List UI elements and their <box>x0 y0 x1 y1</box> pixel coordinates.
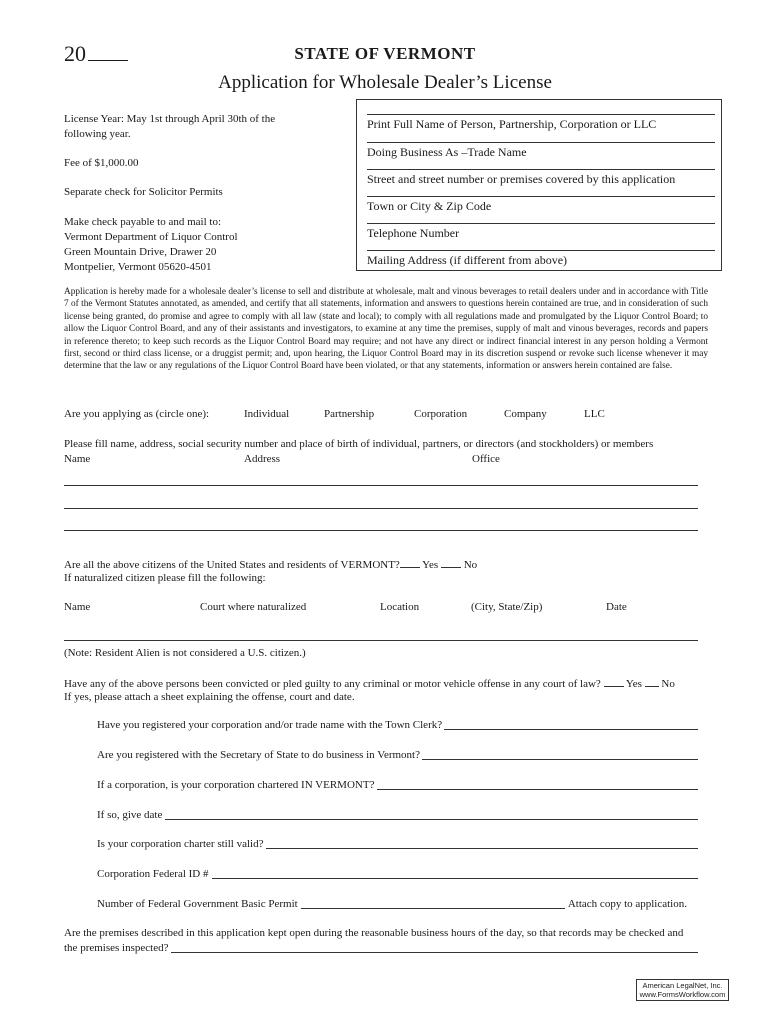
town-line[interactable] <box>367 196 715 197</box>
convicted-no-label: No <box>661 678 675 690</box>
naturalized-col-location: Location <box>380 601 420 613</box>
applying-as-question: Are you applying as (circle one): <box>64 408 210 420</box>
full-name-line[interactable] <box>367 114 715 115</box>
dba-label: Doing Business As –Trade Name <box>367 145 527 159</box>
option-corporation[interactable]: Corporation <box>414 408 468 420</box>
mailing-address-label: Mailing Address (if different from above) <box>367 253 568 267</box>
option-company[interactable]: Company <box>504 408 547 420</box>
charter-valid-question: Is your corporation charter still valid? <box>97 838 264 850</box>
publisher-url: www.FormsWorkflow.com <box>639 990 726 999</box>
publisher-name: American LegalNet, Inc. <box>642 981 723 990</box>
naturalized-col-court: Court where naturalized <box>200 601 307 613</box>
citizens-yes-blank[interactable] <box>400 557 420 568</box>
mailing-instructions <box>64 215 238 275</box>
federal-id-label: Corporation Federal ID # <box>97 868 209 880</box>
address-line-3: Montpelier, Vermont 05620-4501 <box>64 261 212 273</box>
secretary-blank[interactable] <box>422 749 698 760</box>
federal-id-blank[interactable] <box>212 868 699 879</box>
license-year <box>64 112 275 142</box>
give-date-question: If so, give date <box>97 809 163 821</box>
basic-permit-label: Number of Federal Government Basic Permit <box>97 898 298 910</box>
town-clerk-question: Have you registered your corporation and/or trade name with the Town Clerk? <box>97 719 443 731</box>
chartered-row <box>97 779 698 791</box>
naturalized-instruction: If naturalized citizen please fill the following: <box>64 572 266 584</box>
attach-copy-text: Attach copy to application. <box>567 898 687 910</box>
address-line-2: Green Mountain Drive, Drawer 20 <box>64 246 217 258</box>
citizens-question-row <box>64 557 477 571</box>
convicted-question: Have any of the above persons been convicted or pled guilty to any criminal or motor vehicle offense in any court of law? <box>64 678 601 690</box>
citizens-question: Are all the above citizens of the United States and residents of VERMONT? <box>64 559 400 571</box>
persons-line-1[interactable] <box>64 485 698 486</box>
applicant-info-box <box>356 99 722 271</box>
secretary-question: Are you registered with the Secretary of State to do business in Vermont? <box>97 749 420 761</box>
secretary-row <box>97 749 698 761</box>
declaration-paragraph: Application is hereby made for a wholesale dealer’s license to sell and distribute at wholesale, malt and vinous beverages to retail dealers under and in accordance with Title 7 of the Vermont Statutes annotated, as amended, and certify that all statements, information and answers to questions herein contained are true, and in consideration of such license being granted, do promise and agree to comply with all law (state and local); to comply with all regulations made and promulgated by the Liquor Control Board; to allow the Liquor Control Board, and any of their assistants and investigators, to examine at any time the premises, supply of malt and vinous beverages, records and papers in reference thereto; to keep such records as the Liquor Control Board may require; and not have any direct or indirect financial interest in any person holding a Vermont first, second or third class license, or a druggist permit; and, upon hearing, the Liquor Control Board may in its discretion suspend or revoke such license whenever it may determine that the law or any regulations of the Liquor Control Board have been violated, or that any statements, information or answers herein contained are false. <box>64 287 708 372</box>
dba-line[interactable] <box>367 142 715 143</box>
mail-to-text: Make check payable to and mail to: <box>64 216 221 228</box>
give-date-blank[interactable] <box>165 809 698 820</box>
town-clerk-row <box>97 719 698 731</box>
premises-blank[interactable] <box>171 942 698 953</box>
persons-line-2[interactable] <box>64 508 698 509</box>
resident-alien-note: (Note: Resident Alien is not considered a U.S. citizen.) <box>64 647 306 659</box>
town-label: Town or City & Zip Code <box>367 199 492 213</box>
fee-text: Fee of $1,000.00 <box>64 157 139 169</box>
persons-col-address: Address <box>244 453 281 465</box>
separate-check-text: Separate check for Solicitor Permits <box>64 186 223 198</box>
year-prefix: 20 <box>64 41 86 66</box>
publisher-footer <box>636 979 729 1001</box>
naturalized-col-city: (City, State/Zip) <box>471 601 543 613</box>
chartered-blank[interactable] <box>377 779 698 790</box>
street-line[interactable] <box>367 169 715 170</box>
citizens-no-blank[interactable] <box>441 557 461 568</box>
basic-permit-blank[interactable] <box>301 898 565 909</box>
premises-line-1: Are the premises described in this application kept open during the reasonable business hours of the day, so that records may be checked and <box>64 927 684 939</box>
charter-valid-row <box>97 838 698 850</box>
naturalized-col-name: Name <box>64 601 91 613</box>
convicted-followup: If yes, please attach a sheet explaining the offense, court and date. <box>64 691 355 703</box>
full-name-label: Print Full Name of Person, Partnership, Corporation or LLC <box>367 117 657 131</box>
town-clerk-blank[interactable] <box>444 719 698 730</box>
telephone-line[interactable] <box>367 223 715 224</box>
convicted-question-row <box>64 676 675 690</box>
convicted-yes-blank[interactable] <box>604 676 624 687</box>
give-date-row <box>97 809 698 821</box>
federal-id-row <box>97 868 698 880</box>
street-label: Street and street number or premises covered by this application <box>367 172 676 186</box>
mailing-address-line[interactable] <box>367 250 715 251</box>
premises-row-2 <box>64 942 698 954</box>
charter-valid-blank[interactable] <box>266 838 698 849</box>
chartered-question: If a corporation, is your corporation chartered IN VERMONT? <box>97 779 375 791</box>
option-partnership[interactable]: Partnership <box>324 408 375 420</box>
citizens-yes-label: Yes <box>422 559 439 571</box>
state-title: STATE OF VERMONT <box>294 44 476 63</box>
option-individual[interactable]: Individual <box>244 408 290 420</box>
license-year-line1: License Year: May 1st through April 30th of the <box>64 113 276 125</box>
naturalized-col-date: Date <box>606 601 627 613</box>
address-line-1: Vermont Department of Liquor Control <box>64 231 238 243</box>
premises-line-2: the premises inspected? <box>64 942 169 954</box>
citizens-no-label: No <box>463 559 478 571</box>
convicted-no-blank[interactable] <box>645 676 659 687</box>
persons-col-name: Name <box>64 453 91 465</box>
persons-col-office: Office <box>472 453 500 465</box>
telephone-label: Telephone Number <box>367 226 460 240</box>
persons-line-3[interactable] <box>64 530 698 531</box>
license-year-line2: following year. <box>64 128 131 140</box>
convicted-yes-label: Yes <box>625 678 642 690</box>
form-title: Application for Wholesale Dealer’s License <box>218 72 552 93</box>
naturalized-line[interactable] <box>64 640 698 641</box>
basic-permit-row <box>97 898 687 910</box>
option-llc[interactable]: LLC <box>584 408 605 420</box>
persons-instruction: Please fill name, address, social security number and place of birth of individual, partners, or directors (and stockholders) or members <box>64 438 654 450</box>
